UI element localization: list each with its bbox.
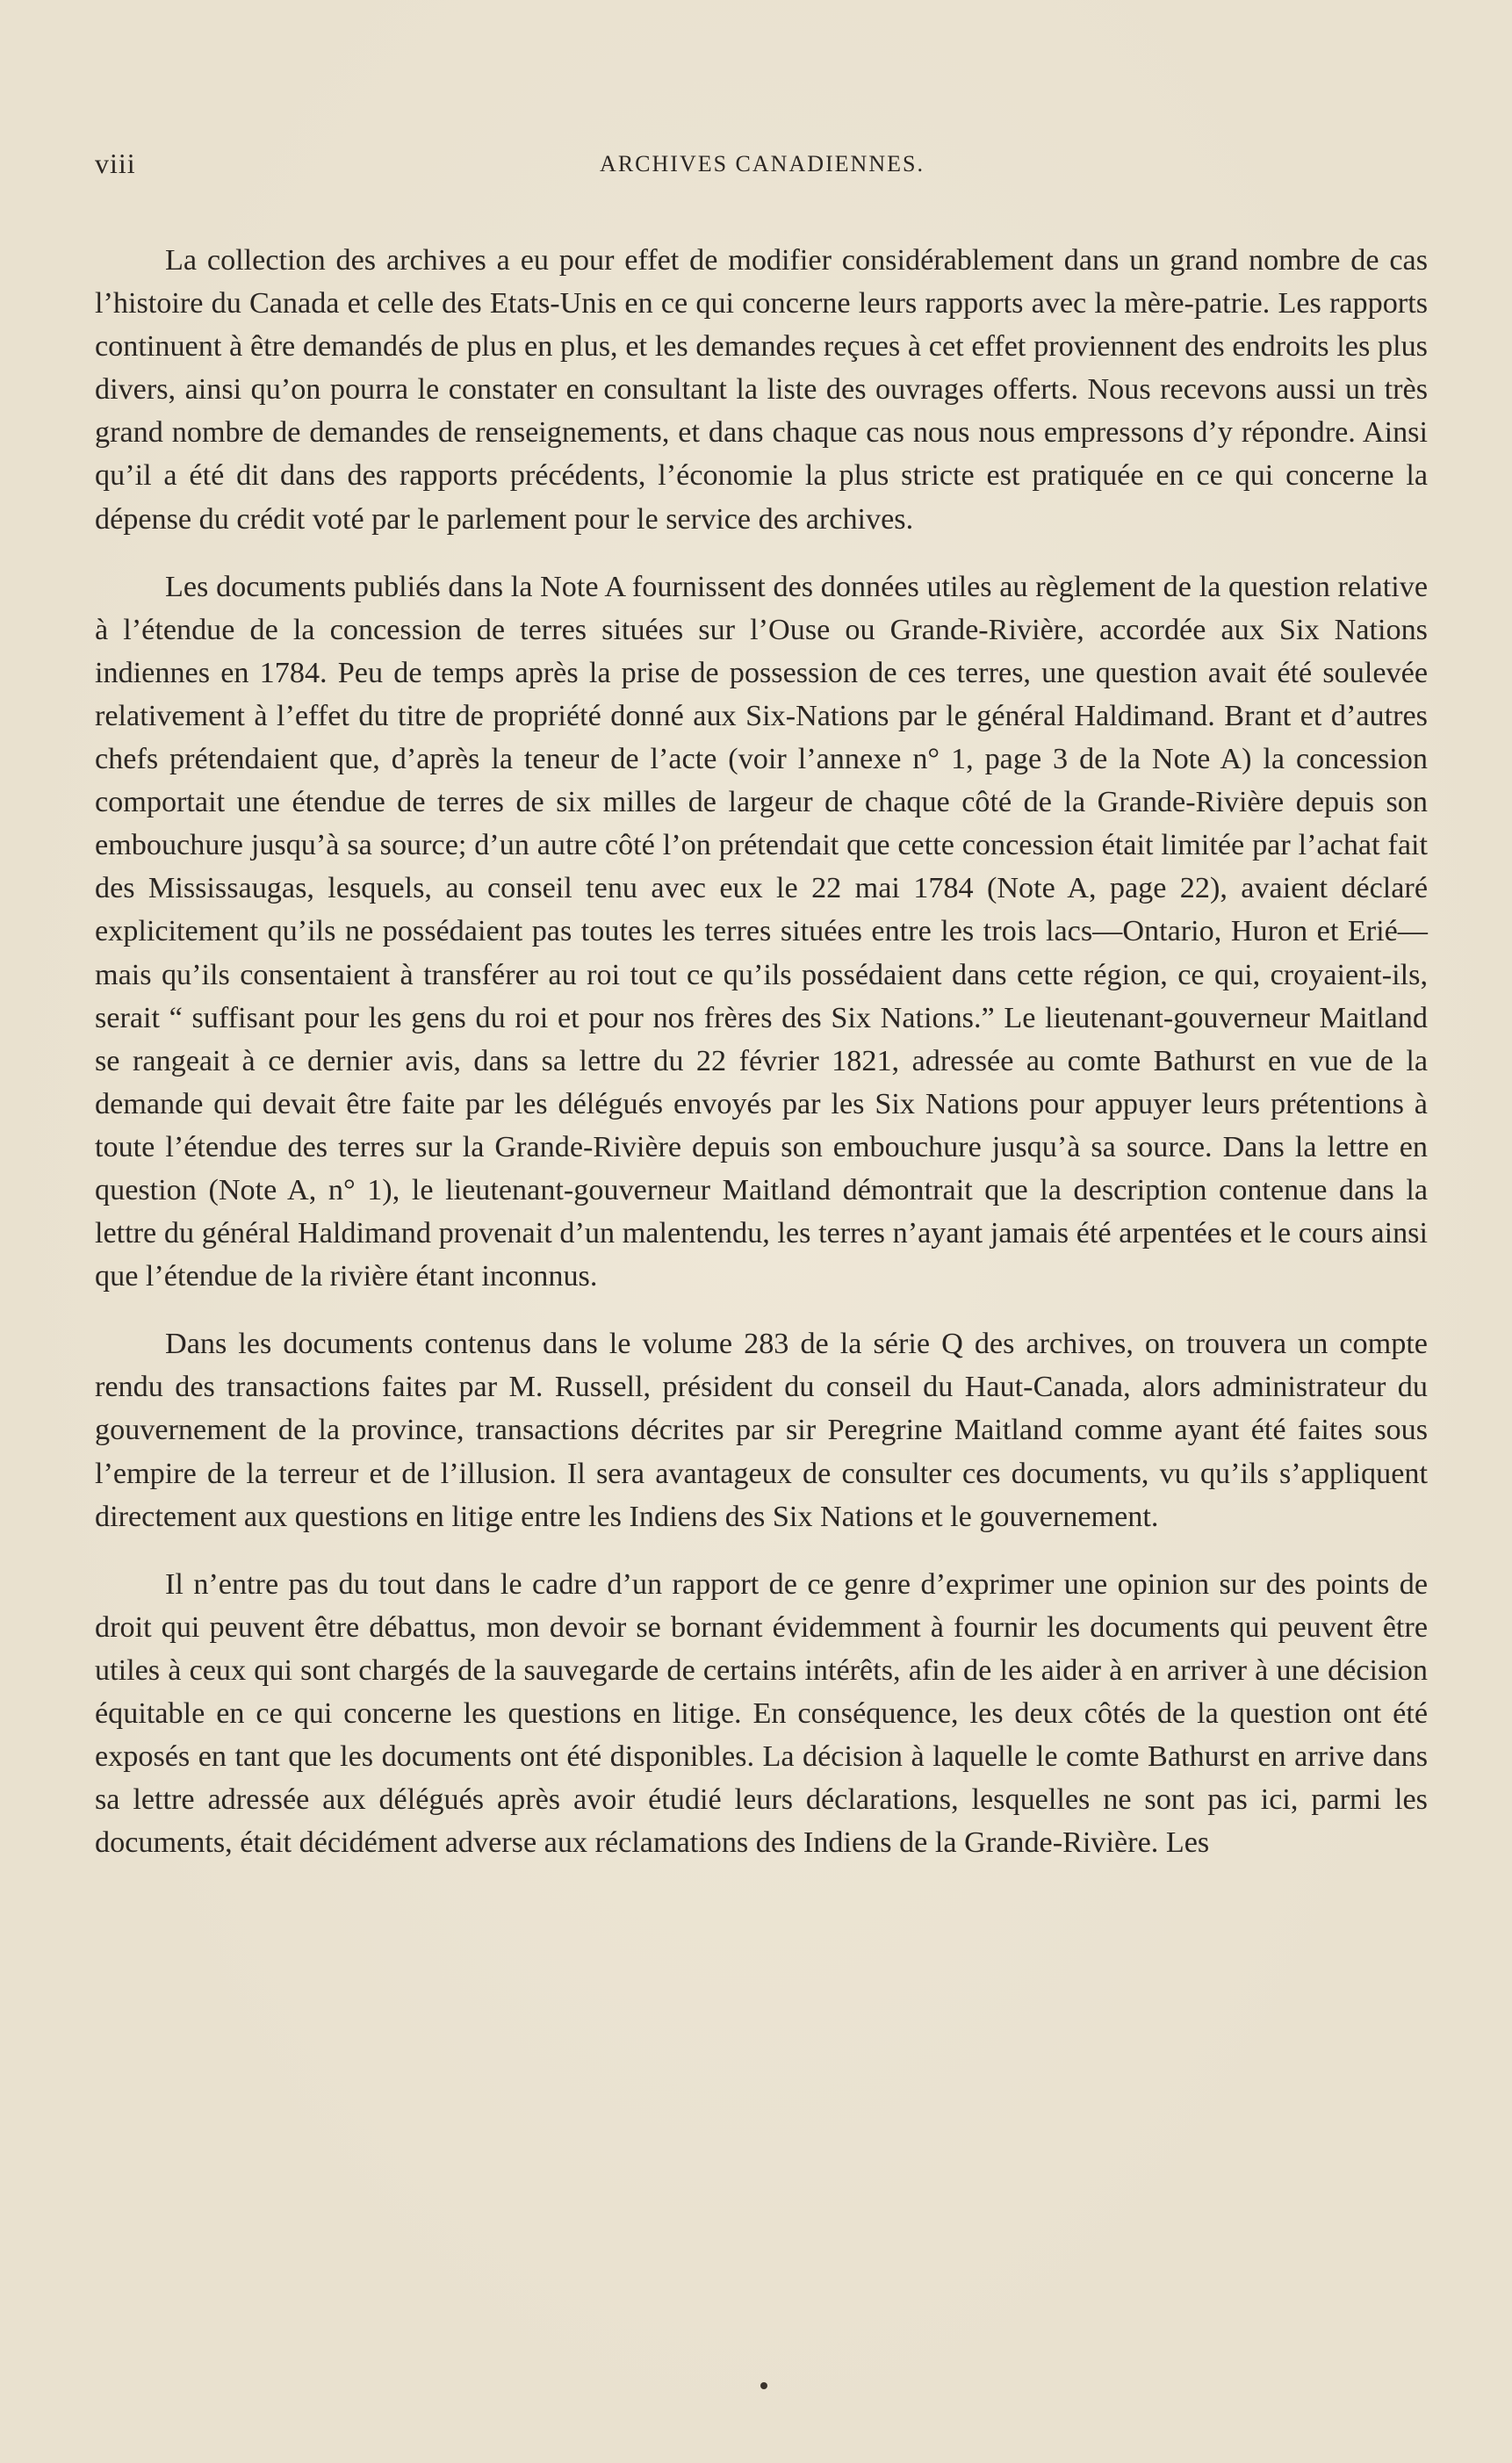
page-number: viii <box>95 148 136 179</box>
ink-speck <box>760 2382 767 2389</box>
text-body <box>95 239 1428 1864</box>
paragraph-4: Il n’entre pas du tout dans le cadre d’un rapport de ce genre d’exprimer une opinion sur des points de droit qui peuvent être débattus, mon devoir se bornant évidemment à fournir les documents qui peuvent être utiles à ceux qui sont chargés de la sauvegarde de certains intérêts, afin de les aider à en arriver à une décision équitable en ce qui concerne les questions en litige. En conséquence, les deux côtés de la question ont été exposés en tant que les documents ont été disponibles. La décision à laquelle le comte Bathurst en arrive dans sa lettre adressée aux délégués après avoir étudié leurs déclarations, lesquelles ne sont pas ici, parmi les documents, était décidément adverse aux réclamations des Indiens de la Grande-Rivière. Les <box>95 1567 1428 1860</box>
page-header <box>95 148 1429 183</box>
running-head: ARCHIVES CANADIENNES. <box>600 151 925 176</box>
paragraph-3: Dans les documents contenus dans le volume 283 de la série Q des archives, on trouvera un compte rendu des transactions faites par M. Russell, président du conseil du Haut-Canada, alors administrateur du gouvernement de la province, transactions décrites par sir Peregrine Maitland comme ayant été faites sous l’empire de la terreur et de l’illusion. Il sera avantageux de consulter ces documents, vu qu’ils s’appliquent directement aux questions en litige entre les Indiens des Six Nations et le gouvernement. <box>95 1328 1428 1533</box>
paragraph-2: Les documents publiés dans la Note A fournissent des données utiles au règlement de la question relative à l’étendue de la concession de terres situées sur l’Ouse ou Grande-Rivière, accordée aux Six Nations indiennes en 1784. Peu de temps après la prise de possession de ces terres, une question avait été soulevée relativement à l’effet du titre de propriété donné aux Six-Nations par le général Haldimand. Brant et d’autres chefs prétendaient que, d’après la teneur de l’acte (voir l’annexe n° 1, page 3 de la Note A) la concession comportait une étendue de terres de six milles de largeur de chaque côté de la Grande-Rivière depuis son embouchure jusqu’à sa source; d’un autre côté l’on prétendait que cette concession était limitée par l’achat fait des Mississaugas, lesquels, au conseil tenu avec eux le 22 mai 1784 (Note A, page 22), avaient déclaré explicitement qu’ils ne possédaient pas toutes les terres situées entre les trois lacs—Ontario, Huron et Erié—mais qu’ils consentaient à transférer au roi tout ce qu’ils possédaient dans cette région, ce qui, croyaient-ils, serait “ suffisant pour les gens du roi et pour nos frères des Six Nations.” Le lieutenant-gouverneur Maitland se rangeait à ce dernier avis, dans sa lettre du 22 février 1821, adressée au comte Bathurst en vue de la demande qui devait être faite par les délégués envoyés par les Six Nations pour appuyer leurs prétentions à toute l’étendue des terres sur la Grande-Rivière depuis son embouchure jusqu’à sa source. Dans la lettre en question (Note A, n° 1), le lieutenant-gouverneur Maitland démontrait que la description contenue dans la lettre du général Haldimand provenait d’un malentendu, les terres n’ayant jamais été arpentées et le cours ainsi que l’étendue de la rivière étant inconnus. <box>95 570 1428 1293</box>
paragraph-1: La collection des archives a eu pour effet de modifier considérablement dans un grand nombre de cas l’histoire du Canada et celle des Etats-Unis en ce qui concerne leurs rapports avec la mère-patrie. Les rapports continuent à être demandés de plus en plus, et les demandes reçues à cet effet proviennent des endroits les plus divers, ainsi qu’on pourra le constater en consultant la liste des ouvrages offerts. Nous recevons aussi un très grand nombre de demandes de renseignements, et dans chaque cas nous nous empressons d’y répondre. Ainsi qu’il a été dit dans des rapports précédents, l’économie la plus stricte est pratiquée en ce qui concerne la dépense du crédit voté par le parlement pour le service des archives. <box>95 244 1428 536</box>
